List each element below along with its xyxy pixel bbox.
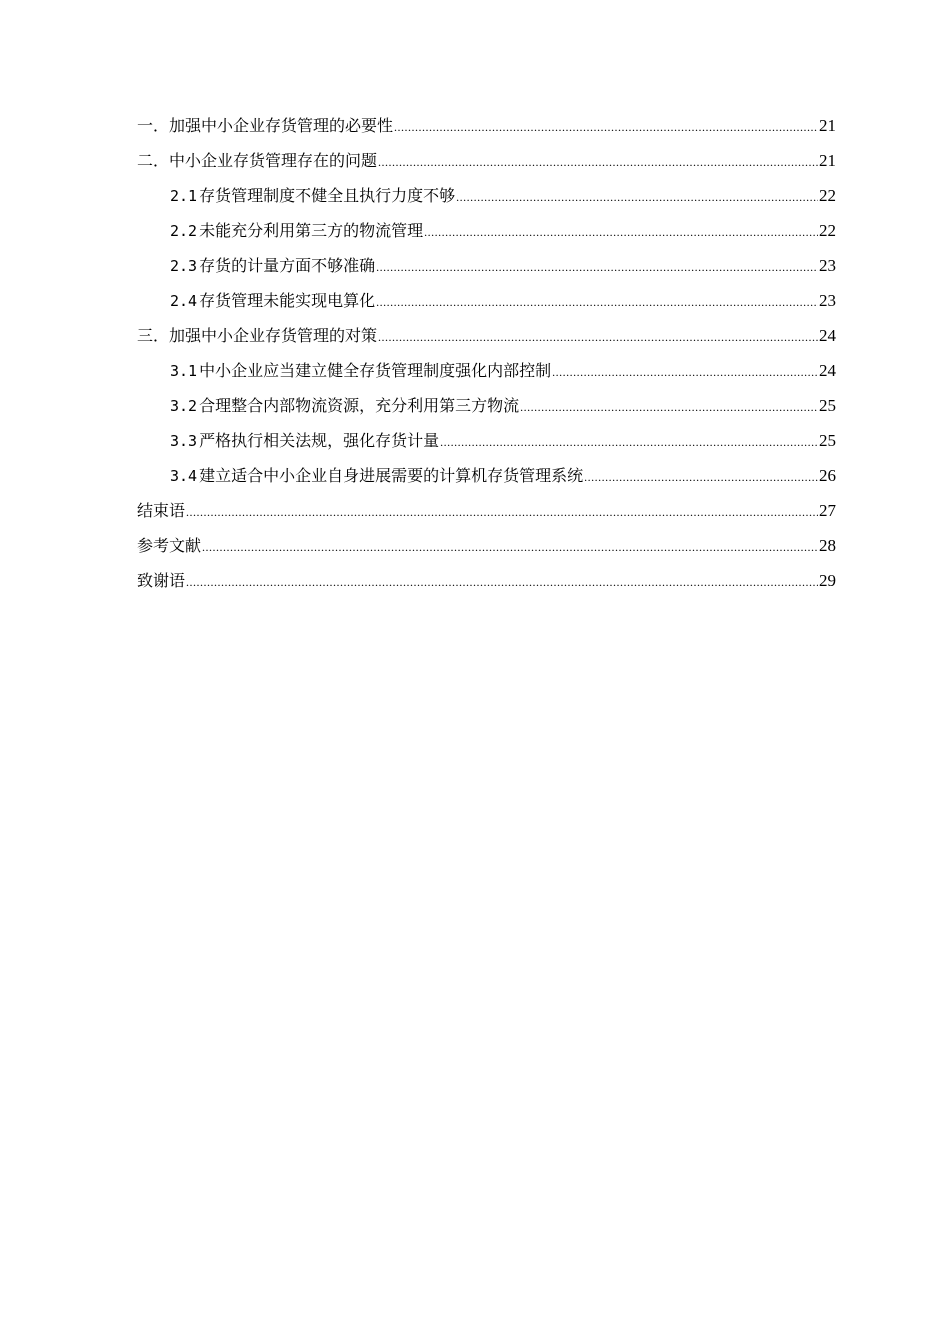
toc-entry-page: 27	[819, 501, 836, 520]
toc-entry-page: 26	[819, 466, 836, 485]
toc-entry-page: 22	[819, 186, 836, 205]
toc-entry-title: 二．中小企业存货管理存在的问题	[137, 151, 378, 170]
toc-dot-leader	[376, 291, 818, 313]
toc-entry-2-4[interactable]	[137, 290, 836, 325]
toc-entry-number: 2.3	[170, 257, 198, 275]
toc-entry-3-3[interactable]	[137, 430, 836, 465]
toc-entry-number: 2.2	[170, 222, 198, 240]
toc-entry-title: 建立适合中小企业自身进展需要的计算机存货管理系统	[199, 466, 584, 485]
toc-entry-title: 严格执行相关法规，强化存货计量	[199, 431, 440, 450]
toc-entry-references[interactable]	[137, 535, 836, 570]
toc-entry-2-1[interactable]	[137, 185, 836, 220]
toc-entry-2-2[interactable]	[137, 220, 836, 255]
toc-entry-page: 23	[819, 256, 836, 275]
toc-entry-page: 22	[819, 221, 836, 240]
toc-entry-title: 结束语	[137, 501, 186, 520]
toc-entry-section-1[interactable]	[137, 115, 836, 150]
toc-entry-title: 参考文献	[137, 536, 202, 555]
toc-entry-page: 23	[819, 291, 836, 310]
toc-dot-leader	[456, 186, 818, 208]
toc-dot-leader	[584, 466, 818, 488]
toc-entry-title: 存货管理未能实现电算化	[199, 291, 376, 310]
toc-entry-title: 存货管理制度不健全且执行力度不够	[199, 186, 456, 205]
toc-entry-3-2[interactable]	[137, 395, 836, 430]
toc-entry-page: 29	[819, 571, 836, 590]
toc-dot-leader	[394, 116, 818, 138]
toc-dot-leader	[378, 151, 818, 173]
toc-entry-title: 致谢语	[137, 571, 186, 590]
toc-entry-section-2[interactable]	[137, 150, 836, 185]
toc-dot-leader	[376, 256, 818, 278]
toc-entry-title: 三．加强中小企业存货管理的对策	[137, 326, 378, 345]
toc-entry-number: 2.4	[170, 292, 198, 310]
toc-entry-number: 2.1	[170, 187, 198, 205]
toc-entry-page: 21	[819, 151, 836, 170]
toc-entry-title: 存货的计量方面不够准确	[199, 256, 376, 275]
toc-entry-page: 21	[819, 116, 836, 135]
toc-entry-title: 一．加强中小企业存货管理的必要性	[137, 116, 394, 135]
toc-entry-conclusion[interactable]	[137, 500, 836, 535]
toc-dot-leader	[186, 571, 818, 593]
toc-dot-leader	[202, 536, 818, 558]
toc-entry-title: 未能充分利用第三方的物流管理	[199, 221, 424, 240]
toc-entry-page: 24	[819, 361, 836, 380]
toc-entry-page: 25	[819, 431, 836, 450]
toc-entry-acknowledgements[interactable]	[137, 570, 836, 605]
toc-dot-leader	[186, 501, 818, 523]
toc-entry-page: 24	[819, 326, 836, 345]
toc-entry-3-1[interactable]	[137, 360, 836, 395]
toc-entry-number: 3.4	[170, 467, 198, 485]
toc-dot-leader	[552, 361, 818, 383]
toc-dot-leader	[378, 326, 818, 348]
toc-entry-number: 3.2	[170, 397, 198, 415]
toc-entry-title: 中小企业应当建立健全存货管理制度强化内部控制	[199, 361, 552, 380]
toc-dot-leader	[440, 431, 818, 453]
toc-entry-number: 3.1	[170, 362, 198, 380]
table-of-contents	[137, 115, 836, 605]
toc-dot-leader	[520, 396, 818, 418]
toc-entry-page: 25	[819, 396, 836, 415]
toc-entry-2-3[interactable]	[137, 255, 836, 290]
toc-entry-title: 合理整合内部物流资源，充分利用第三方物流	[199, 396, 520, 415]
toc-entry-section-3[interactable]	[137, 325, 836, 360]
toc-entry-page: 28	[819, 536, 836, 555]
toc-entry-3-4[interactable]	[137, 465, 836, 500]
toc-entry-number: 3.3	[170, 432, 198, 450]
toc-dot-leader	[424, 221, 818, 243]
